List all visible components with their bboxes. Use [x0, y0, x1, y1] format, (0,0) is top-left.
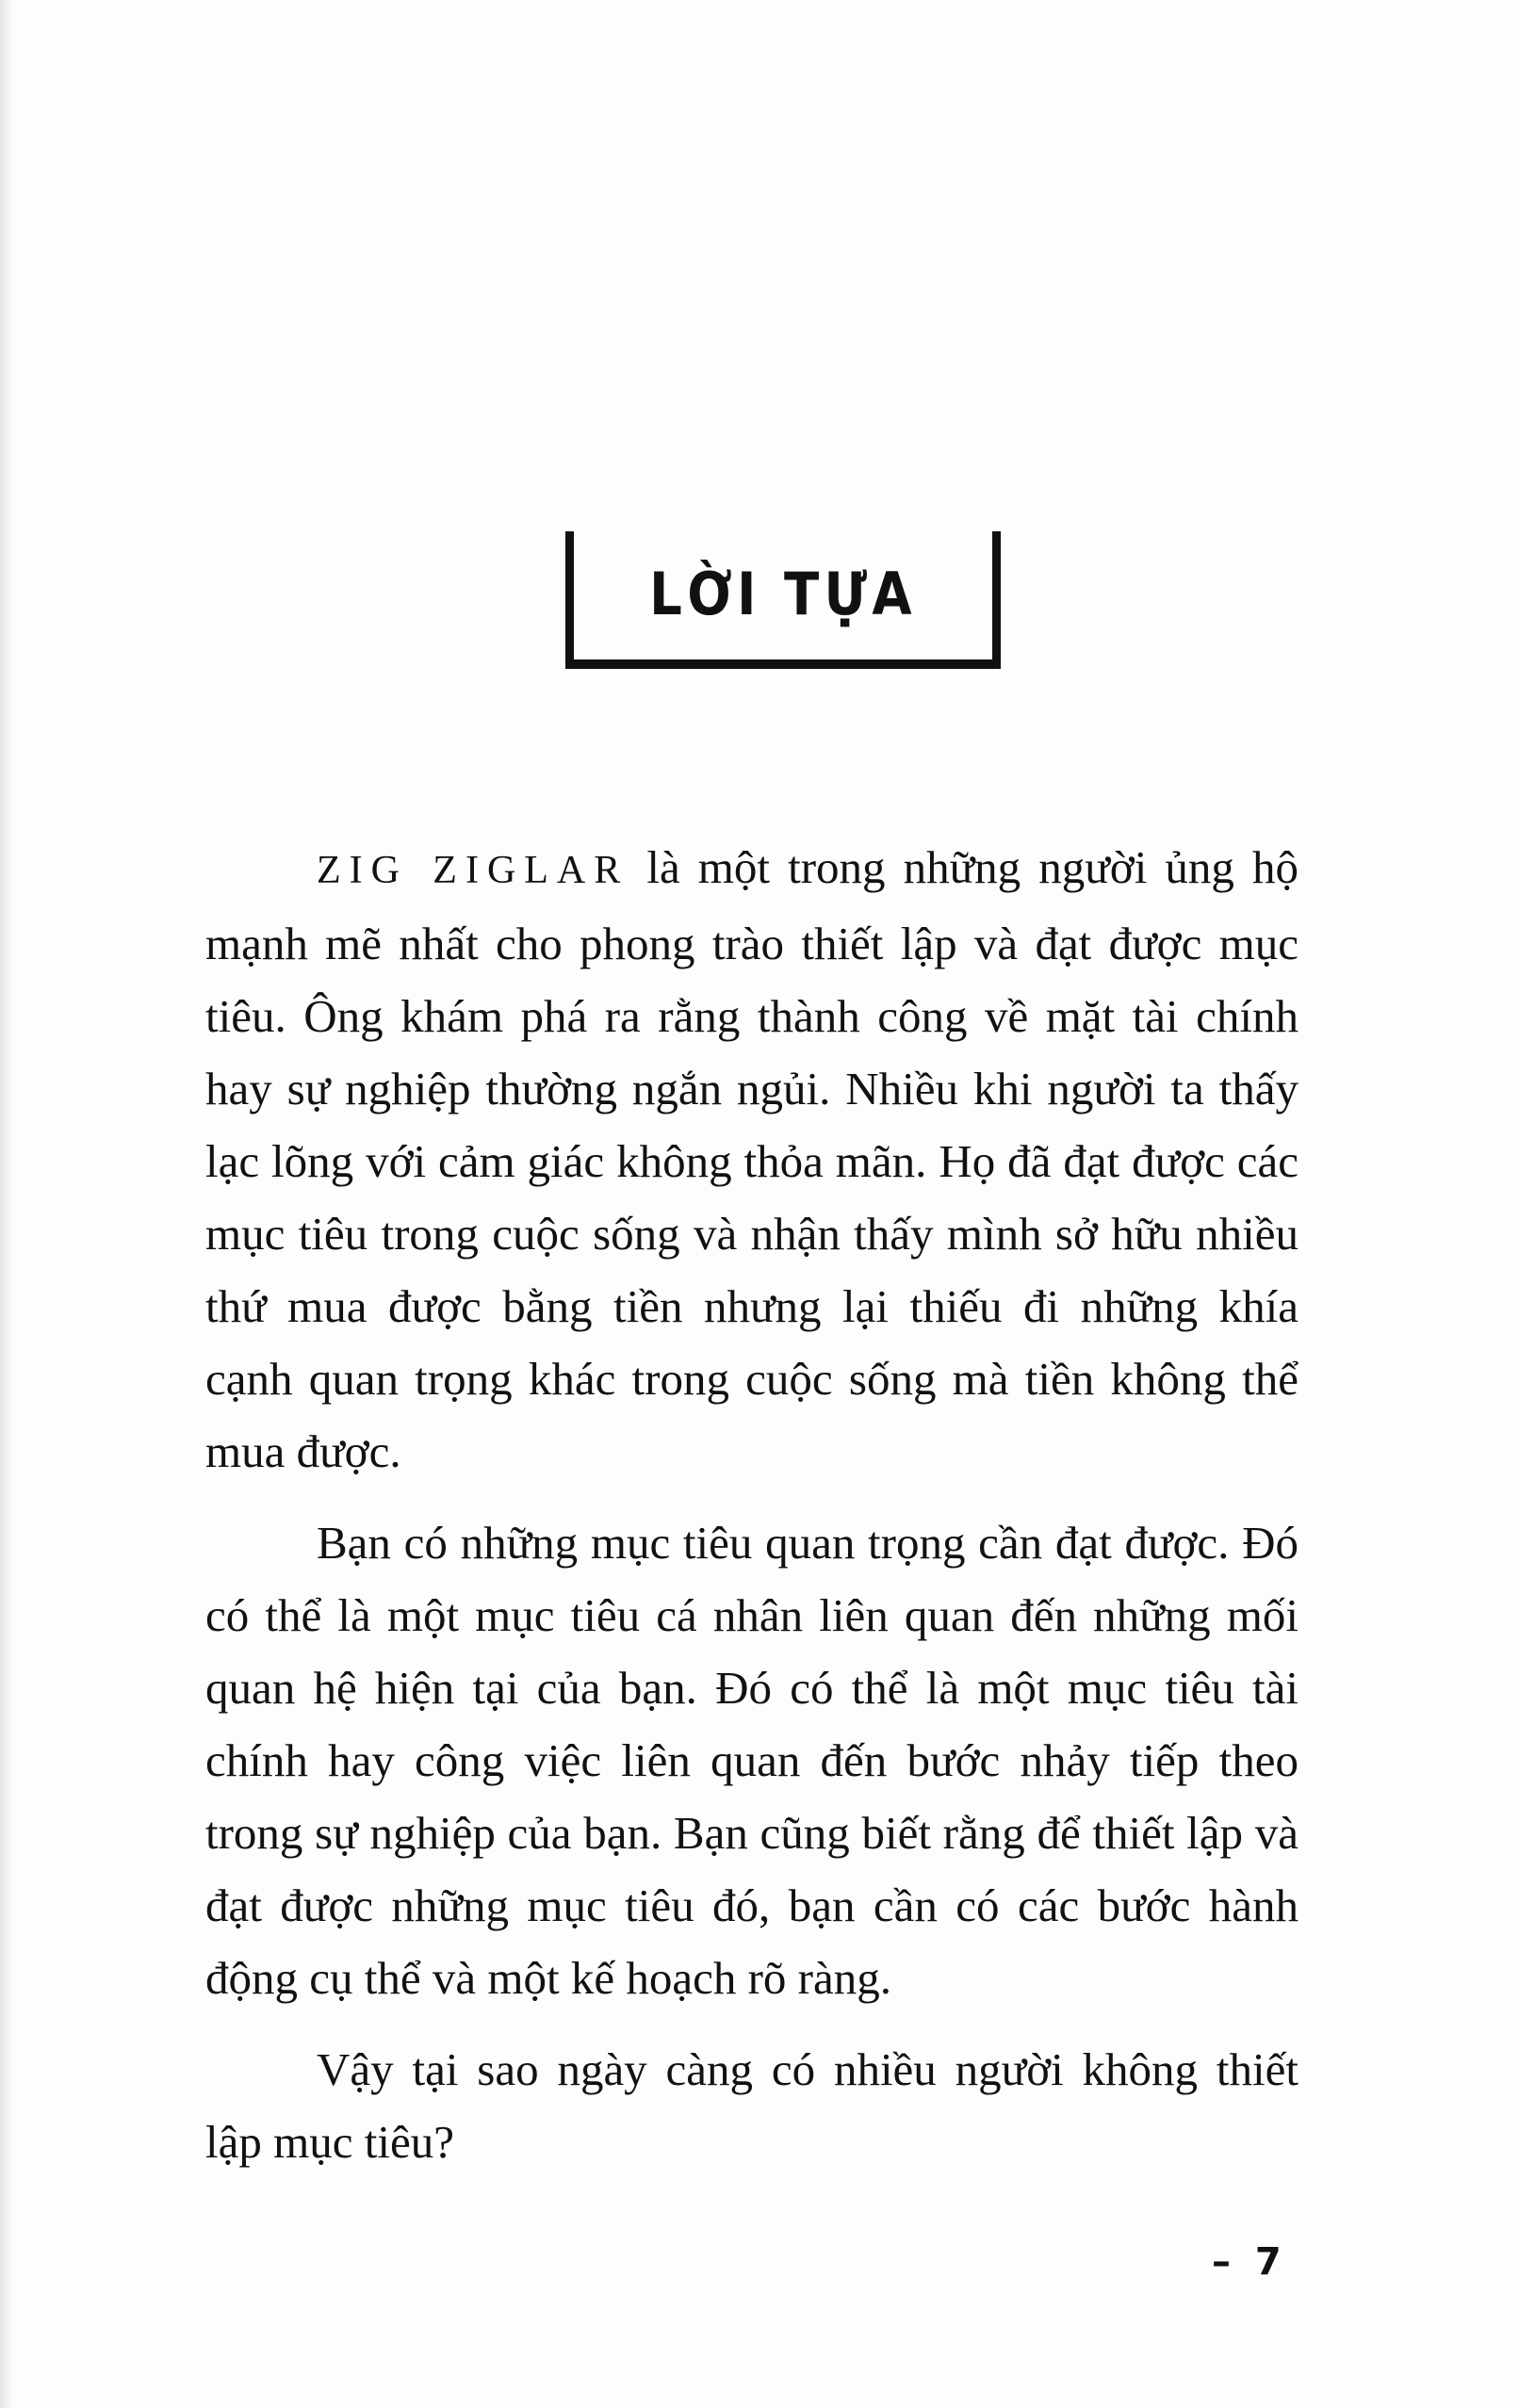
body-text [205, 831, 1298, 2197]
author-name: ZIG ZIGLAR [317, 849, 629, 892]
frame-right-bar [992, 531, 1001, 669]
paragraph-1-text: là một trong những người ủng hộ mạnh mẽ nhất cho phong trào thiết lập và đạt được mục tiêu. Ông khám phá ra rằng thành công về mặt tài chính hay sự nghiệp thường ngắn ngủi. Nhiều khi người ta thấy lạc lõng với cảm giác không thỏa mãn. Họ đã đạt được các mục tiêu trong cuộc sống và nhận thấy mình sở hữu nhiều thứ mua được bằng tiền nhưng lại thiếu đi những khía cạnh quan trọng khác trong cuộc sống mà tiền không thể mua được. [205, 841, 1298, 1477]
frame-left-bar [565, 531, 574, 669]
paragraph-3: Vậy tại sao ngày càng có nhiều người không thiết lập mục tiêu? [205, 2043, 1298, 2168]
frame-bottom-bar [565, 659, 1001, 669]
page-edge-shadow [0, 0, 13, 2408]
page-number: – 7 [1212, 2240, 1287, 2284]
chapter-title-frame [565, 531, 1001, 669]
paragraph-2: Bạn có những mục tiêu quan trọng cần đạt được. Đó có thể là một mục tiêu cá nhân liên quan đến những mối quan hệ hiện tại của bạn. Đó có thể là một mục tiêu tài chính hay công việc liên quan đến bước nhảy tiếp theo trong sự nghiệp của bạn. Bạn cũng biết rằng để thiết lập và đạt được những mục tiêu đó, bạn cần có các bước hành động cụ thể và một kế hoạch rõ ràng. [205, 1517, 1298, 2004]
paragraph-1 [205, 831, 1298, 1488]
chapter-title: LỜI TỰA [649, 560, 917, 628]
